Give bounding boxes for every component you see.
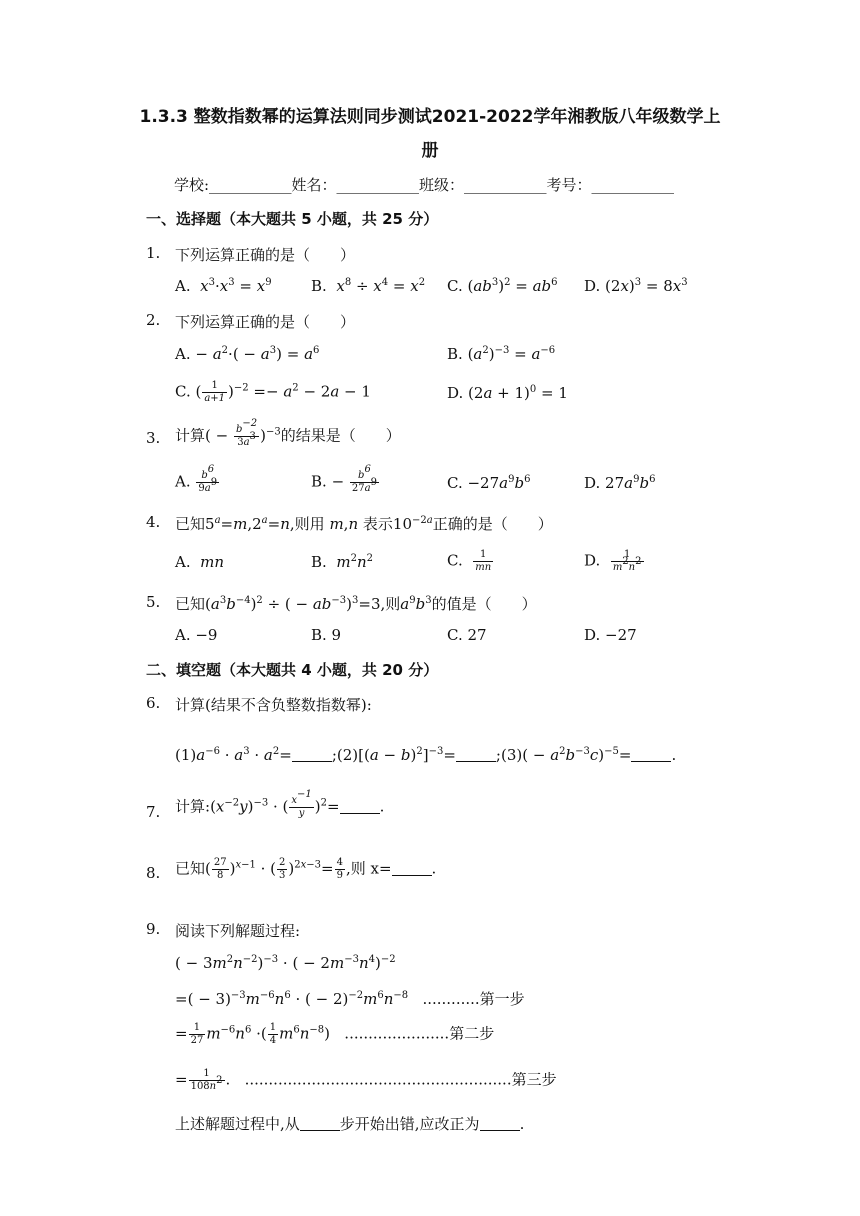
question-1-number: 1. bbox=[146, 244, 161, 262]
question-6-stem: 计算(结果不含负整数指数幂): bbox=[175, 696, 372, 714]
student-info-line: 学校:___________姓名：___________班级：___________考号：___________ bbox=[174, 176, 675, 194]
question-3-stem: 计算( − $\frac{b^{-2}}{3a^3}$ )$^{-3}$的结果是（ ） bbox=[175, 418, 401, 448]
question-2-option-d[interactable]: D. $(2a + 1)^0 = 1$ bbox=[447, 384, 568, 402]
document-title-line1: 1.3.3 整数指数幂的运算法则同步测试2021-2022学年湘教版八年级数学上 bbox=[139, 107, 721, 127]
answer-blank[interactable] bbox=[292, 747, 332, 762]
question-4-option-c[interactable]: C. $\frac{1}{mn}$ bbox=[447, 549, 492, 573]
question-5-option-c[interactable]: C. 27 bbox=[447, 626, 487, 644]
section-choice-header: 一、选择题（本大题共 5 小题，共 25 分） bbox=[146, 210, 439, 228]
question-3-option-d[interactable]: D. $27a^9b^6$ bbox=[584, 474, 656, 492]
answer-blank[interactable] bbox=[392, 861, 432, 876]
question-5-option-b[interactable]: B. 9 bbox=[311, 626, 342, 644]
document-title-line2: 册 bbox=[421, 141, 439, 161]
question-5-option-d[interactable]: D. −27 bbox=[584, 626, 637, 644]
question-7-number: 7. bbox=[146, 803, 161, 821]
question-9-line-4: = $\frac{1}{108n^2}$ . ........................................................第三步 bbox=[175, 1068, 557, 1092]
question-2-option-a[interactable]: A. − $a^2\cdot( - a^3) = a^6$ bbox=[175, 345, 320, 363]
question-8-stem: 已知( $\frac{27}{8}$ )$^{x-1}$ · ( $\frac{2}{3}$ )$^{2x-3}$= $\frac{4}{9}$ ,则 x= . bbox=[175, 857, 437, 881]
question-1-option-d[interactable]: D. $(2x)^3 = 8x^3$ bbox=[584, 277, 688, 295]
question-9-line-2: =( − $3)^{-3}m^{-6}n^6$ · ( − $2)^{-2}m^6n^{-8}$ ............第一步 bbox=[175, 990, 525, 1008]
section-fill-header: 二、填空题（本大题共 4 小题，共 20 分） bbox=[146, 661, 439, 679]
question-4-option-a[interactable]: A. mn bbox=[175, 553, 225, 571]
question-9-final: 上述解题过程中,从 步开始出错,应改正为 . bbox=[175, 1115, 525, 1133]
question-3-option-b[interactable]: B. − $\frac{b^6}{27a^9}$ bbox=[311, 464, 377, 494]
question-4-option-b[interactable]: B. $m^2n^2$ bbox=[311, 553, 373, 571]
question-9-line-1: ( − $3m^2n^{-2})^{-3}$ · ( − $2m^{-3}n^4)^{-2}$ bbox=[175, 954, 396, 972]
question-5-number: 5. bbox=[146, 593, 161, 611]
question-3-option-c[interactable]: C. $-27a^9b^6$ bbox=[447, 474, 531, 492]
answer-blank[interactable] bbox=[456, 747, 496, 762]
question-2-stem: 下列运算正确的是（ ） bbox=[175, 313, 356, 331]
answer-blank[interactable] bbox=[480, 1116, 520, 1131]
question-3-number: 3. bbox=[146, 429, 161, 447]
question-9-stem: 阅读下列解题过程: bbox=[175, 922, 301, 940]
question-2-option-b[interactable]: B. $(a^2)^{-3} = a^{-6}$ bbox=[447, 345, 556, 363]
question-9-line-3: = $\frac{1}{27}$ $m^{-6}n^6$ ·( $\frac{1}{4}$ $m^6n^{-8}$) ......................第二步 bbox=[175, 1022, 495, 1046]
answer-blank[interactable] bbox=[340, 799, 380, 814]
question-4-stem: 已知$5^a=m,2^a=n$,则用 m,n 表示$10^{-2a}$正确的是（ ） bbox=[175, 515, 553, 533]
question-3-option-a[interactable]: A. $\frac{b^6}{9a^9}$ bbox=[175, 464, 218, 494]
question-4-number: 4. bbox=[146, 513, 161, 531]
question-6-number: 6. bbox=[146, 694, 161, 712]
question-7-stem: 计算$:(x^{-2}y)^{-3}$ · ( $\frac{x^{-1}}{y}$ )$^2$= . bbox=[175, 789, 385, 819]
question-1-option-b[interactable]: B. $x^8 \div x^4 = x^2$ bbox=[311, 277, 426, 295]
answer-blank[interactable] bbox=[631, 747, 671, 762]
question-2-option-c[interactable]: C. ( $\frac{1}{a+1}$ )$^{-2} =- a^2 - 2a - 1$ bbox=[175, 380, 371, 404]
question-1-option-c[interactable]: C. $(ab^3)^2 = ab^6$ bbox=[447, 277, 558, 295]
question-2-number: 2. bbox=[146, 311, 161, 329]
question-8-number: 8. bbox=[146, 864, 161, 882]
question-4-option-d[interactable]: D. $\frac{1}{m^2n^2}$ bbox=[584, 549, 642, 573]
question-9-number: 9. bbox=[146, 920, 161, 938]
answer-blank[interactable] bbox=[300, 1116, 340, 1131]
question-5-option-a[interactable]: A. −9 bbox=[175, 626, 218, 644]
question-5-stem: 已知$(a^3b^{-4})^2$ ÷ ( − $ab^{-3})^3=3$,则$a^9b^3$的值是（ ） bbox=[175, 595, 537, 613]
question-1-option-a[interactable]: A. $x^3\cdot x^3 = x^9$ bbox=[175, 277, 272, 295]
question-1-stem: 下列运算正确的是（ ） bbox=[175, 246, 356, 264]
question-6-expression: $(1)a^{-6} \cdot a^3 \cdot a^2=$ ;(2)[(a − b)$^2$]$^{-3}$= ;(3)( − $a^2b^{-3}c)^{-5}=$ . bbox=[175, 746, 677, 764]
